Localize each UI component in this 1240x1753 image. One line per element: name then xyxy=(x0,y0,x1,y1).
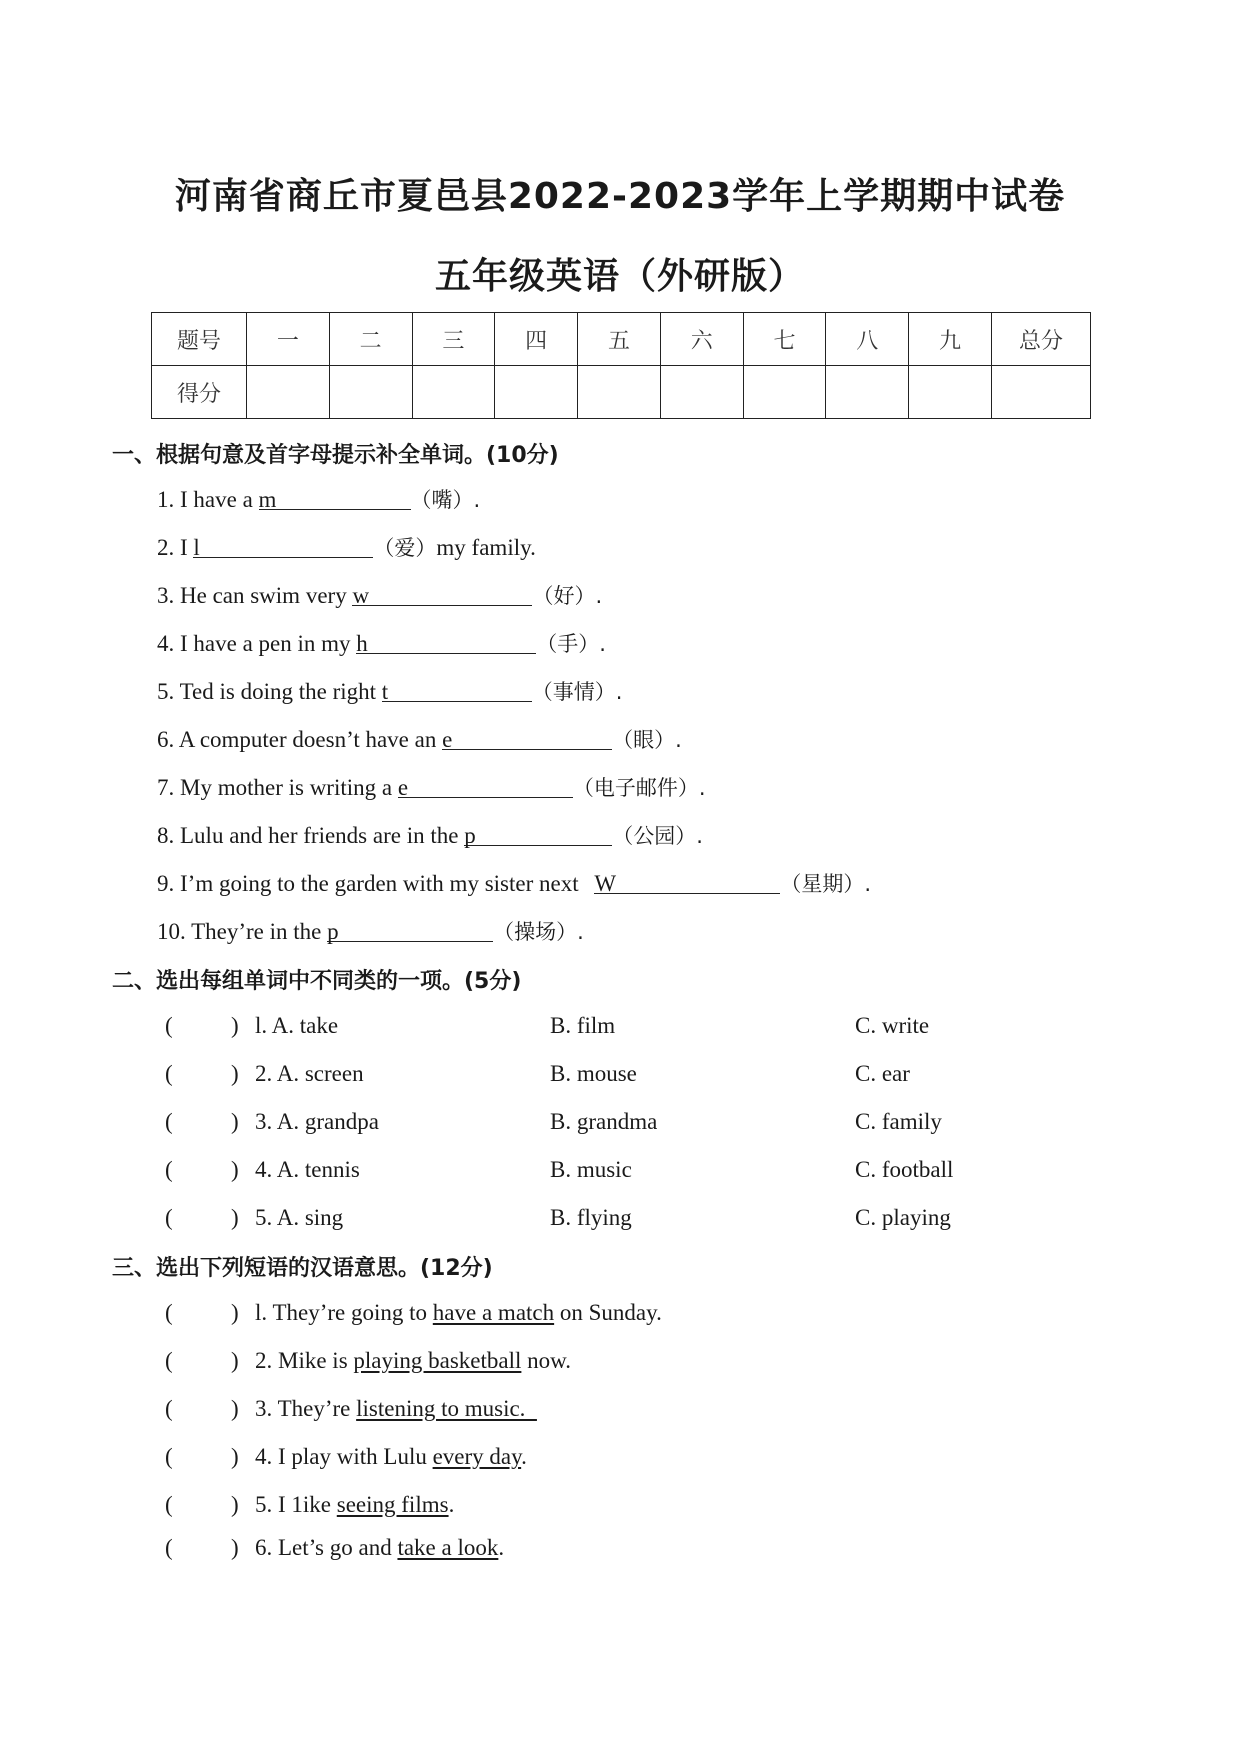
hint: （电子邮件）. xyxy=(572,776,706,800)
option-b: B. film xyxy=(550,1013,616,1038)
score-cell[interactable] xyxy=(329,366,412,419)
phrase-item[interactable] xyxy=(165,1442,527,1472)
paren-close: ) xyxy=(231,1396,239,1421)
fill-item xyxy=(157,485,480,515)
item-text xyxy=(255,1298,662,1328)
hint: （手）. xyxy=(536,632,606,656)
fill-item xyxy=(157,773,706,803)
score-cell[interactable] xyxy=(743,366,826,419)
first-letter: t xyxy=(381,679,389,704)
hint: （好）. xyxy=(532,584,603,608)
hint: （星期）. xyxy=(780,872,872,896)
fill-item xyxy=(157,821,703,851)
sentence-part: . xyxy=(521,1444,527,1469)
option-b: B. music xyxy=(550,1157,632,1182)
paren-close: ) xyxy=(231,1348,239,1373)
item-text: 3. He can swim very xyxy=(157,583,353,608)
score-table-cell: 九 xyxy=(909,313,992,366)
paren-open: ( xyxy=(165,1013,173,1038)
first-letter: e xyxy=(442,727,453,752)
option-a: 2. A. screen xyxy=(255,1061,364,1086)
fill-item xyxy=(157,917,584,947)
item-text xyxy=(255,1394,537,1424)
item-text xyxy=(255,1533,504,1563)
phrase-item[interactable] xyxy=(165,1298,662,1328)
hint: （爱） xyxy=(373,536,437,560)
item-text: 2. I xyxy=(157,535,194,560)
section3-heading: 三、选出下列短语的汉语意思。(12分) xyxy=(112,1256,493,1281)
first-letter: w xyxy=(352,583,370,608)
score-cell[interactable] xyxy=(909,366,992,419)
sentence-part: . xyxy=(448,1492,455,1517)
item-text: 6. A computer doesn’t have an xyxy=(157,727,443,752)
score-table xyxy=(151,312,1091,419)
item-text: 4. I have a pen in my xyxy=(157,631,357,656)
score-table-cell: 二 xyxy=(329,313,412,366)
first-letter: l xyxy=(193,535,200,560)
answer-blank[interactable] xyxy=(259,485,411,510)
underlined-phrase: take a look xyxy=(397,1535,499,1560)
paren-open: ( xyxy=(165,1205,173,1230)
score-table-cell: 题号 xyxy=(152,313,247,366)
paren-close: ) xyxy=(231,1444,239,1469)
fill-item xyxy=(157,629,606,659)
section1-heading: 一、根据句意及首字母提示补全单词。(10分) xyxy=(112,443,559,468)
section2-heading: 二、选出每组单词中不同类的一项。(5分) xyxy=(112,969,522,994)
answer-blank[interactable] xyxy=(398,773,573,798)
score-table-cell: 总分 xyxy=(992,313,1091,366)
option-c: C. ear xyxy=(855,1061,910,1086)
paren-open: ( xyxy=(165,1535,173,1560)
page-title: 河南省商丘市夏邑县2022-2023学年上学期期中试卷 xyxy=(174,176,1066,217)
option-c: C. write xyxy=(855,1013,930,1038)
fill-item xyxy=(157,581,602,611)
score-table-cell: 得分 xyxy=(152,366,247,419)
phrase-item[interactable] xyxy=(165,1490,455,1520)
paren-close: ) xyxy=(231,1109,239,1134)
answer-paren[interactable] xyxy=(165,1155,360,1185)
sentence-part: now. xyxy=(521,1348,572,1373)
item-text: my family. xyxy=(436,535,536,560)
sentence-part: 4. I play with Lulu xyxy=(255,1444,433,1469)
option-b: B. flying xyxy=(550,1205,632,1230)
fill-item xyxy=(157,725,682,755)
score-cell[interactable] xyxy=(660,366,743,419)
first-letter: W xyxy=(594,871,617,896)
paren-close: ) xyxy=(231,1013,239,1038)
item-text xyxy=(255,1346,571,1376)
underlined-phrase: every day xyxy=(432,1444,522,1469)
paren-close: ) xyxy=(231,1205,239,1230)
score-table-cell: 五 xyxy=(578,313,661,366)
paren-open: ( xyxy=(165,1348,173,1373)
answer-paren[interactable] xyxy=(165,1203,344,1233)
sentence-part: on Sunday. xyxy=(554,1300,662,1325)
item-text: 10. They’re in the xyxy=(157,919,328,944)
answer-paren[interactable] xyxy=(165,1011,339,1041)
option-b: B. grandma xyxy=(550,1109,658,1134)
score-table-cell: 六 xyxy=(660,313,743,366)
answer-blank[interactable] xyxy=(442,725,612,750)
underlined-phrase: listening to music. xyxy=(356,1396,537,1421)
answer-blank[interactable] xyxy=(193,533,373,558)
answer-blank[interactable] xyxy=(382,677,532,702)
item-text: 8. Lulu and her friends are in the xyxy=(157,823,465,848)
item-text: 7. My mother is writing a xyxy=(157,775,398,800)
answer-blank[interactable] xyxy=(464,821,612,846)
score-table-cell: 四 xyxy=(495,313,578,366)
item-text: 1. I have a xyxy=(157,487,259,512)
option-c: C. football xyxy=(855,1157,954,1182)
score-table-score-row xyxy=(152,366,1091,419)
paren-open: ( xyxy=(165,1300,173,1325)
hint: （事情）. xyxy=(531,680,623,704)
answer-blank[interactable] xyxy=(327,917,493,942)
item-text xyxy=(255,1442,527,1472)
hint: （公园）. xyxy=(612,824,703,848)
paren-open: ( xyxy=(165,1492,173,1517)
first-letter: p xyxy=(464,823,476,848)
first-letter: h xyxy=(356,631,368,656)
answer-blank[interactable] xyxy=(352,581,532,606)
sentence-part: 3. They’re xyxy=(255,1396,357,1421)
item-text xyxy=(255,1490,454,1520)
option-a: 4. A. tennis xyxy=(255,1157,360,1182)
option-b: B. mouse xyxy=(550,1061,637,1086)
paren-close: ) xyxy=(231,1157,239,1182)
option-a: l. A. take xyxy=(255,1013,339,1038)
paren-close: ) xyxy=(231,1492,239,1517)
paren-close: ) xyxy=(231,1300,239,1325)
fill-item xyxy=(157,869,871,899)
paren-open: ( xyxy=(165,1109,173,1134)
phrase-item[interactable] xyxy=(165,1346,572,1376)
first-letter: e xyxy=(397,775,409,800)
paren-close: ) xyxy=(231,1535,239,1560)
hint: （操场）. xyxy=(493,920,584,944)
score-table-cell: 七 xyxy=(743,313,826,366)
answer-paren[interactable] xyxy=(165,1059,364,1089)
phrase-item[interactable] xyxy=(165,1394,537,1424)
score-cell[interactable] xyxy=(826,366,909,419)
score-table-cell: 三 xyxy=(412,313,495,366)
paren-open: ( xyxy=(165,1396,173,1421)
underlined-phrase: have a match xyxy=(432,1300,555,1325)
option-c: C. family xyxy=(855,1109,942,1134)
option-a: 3. A. grandpa xyxy=(255,1109,379,1134)
paren-open: ( xyxy=(165,1157,173,1182)
first-letter: p xyxy=(327,919,339,944)
paren-close: ) xyxy=(231,1061,239,1086)
option-c: C. playing xyxy=(855,1205,951,1230)
paren-open: ( xyxy=(165,1061,173,1086)
option-a: 5. A. sing xyxy=(255,1205,344,1230)
sentence-part: 2. Mike is xyxy=(255,1348,354,1373)
score-cell[interactable] xyxy=(992,366,1091,419)
answer-blank[interactable] xyxy=(356,629,536,654)
sentence-part: 5. I 1ike xyxy=(255,1492,337,1517)
phrase-item[interactable] xyxy=(165,1533,505,1563)
sentence-part: 6. Let’s go and xyxy=(255,1535,398,1560)
paren-open: ( xyxy=(165,1444,173,1469)
fill-item xyxy=(157,677,622,707)
sentence-part: l. They’re going to xyxy=(255,1300,433,1325)
first-letter: m xyxy=(258,487,277,512)
underlined-phrase: seeing films xyxy=(336,1492,449,1517)
score-cell[interactable] xyxy=(495,366,578,419)
score-table-cell: 八 xyxy=(826,313,909,366)
score-cell[interactable] xyxy=(412,366,495,419)
score-table-header-row xyxy=(152,313,1091,366)
hint: （嘴）. xyxy=(410,488,481,512)
score-cell[interactable] xyxy=(247,366,330,419)
score-cell[interactable] xyxy=(578,366,661,419)
hint: （眼）. xyxy=(612,728,682,752)
answer-blank[interactable] xyxy=(594,869,780,894)
score-table-cell: 一 xyxy=(247,313,330,366)
item-text: 9. I’m going to the garden with my sister next xyxy=(157,871,585,896)
sentence-part: . xyxy=(498,1535,505,1560)
page-subtitle: 五年级英语（外研版） xyxy=(434,256,805,297)
fill-item xyxy=(157,533,536,563)
underlined-phrase: playing basketball xyxy=(353,1348,522,1373)
item-text: 5. Ted is doing the right xyxy=(157,679,382,704)
answer-paren[interactable] xyxy=(165,1107,379,1137)
